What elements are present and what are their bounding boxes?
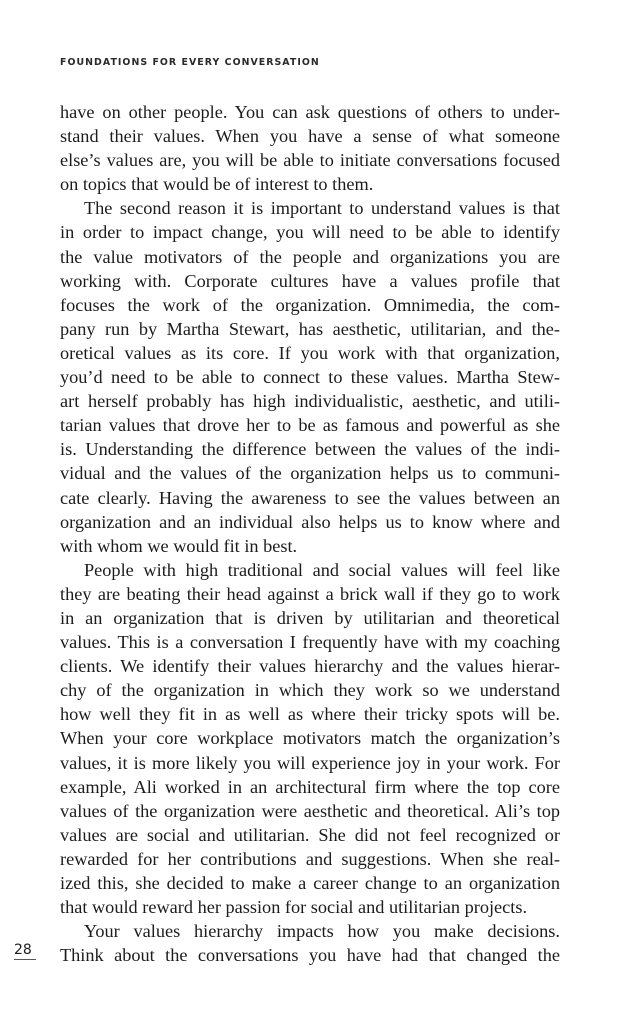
text-line: vidual and the values of the organization helps us to communi- xyxy=(60,463,560,484)
text-line: have on other people. You can ask questions of others to under- xyxy=(60,102,560,122)
text-line: pany run by Martha Stewart, has aesthetic, utilitarian, and the- xyxy=(60,318,560,339)
text-line: stand their values. When you have a sense of what someone xyxy=(60,126,560,147)
text-line: values of the organization were aesthetic and theoretical. Ali’s top xyxy=(60,800,560,821)
text-line: values, it is more likely you will experience joy in your work. For xyxy=(60,752,560,773)
text-line: When your core workplace motivators match the organization’s xyxy=(60,728,560,749)
text-line: chy of the organization in which they work so we understand xyxy=(60,680,560,701)
text-line: focuses the work of the organization. Omnimedia, the com- xyxy=(60,294,560,315)
text-line: values. This is a conversation I frequently have with my coaching xyxy=(60,632,560,653)
text-line: rewarded for her contributions and suggestions. When she real- xyxy=(60,848,560,869)
text-line: clients. We identify their values hierarchy and the values hierar- xyxy=(60,656,560,677)
text-line: with whom we would fit in best. xyxy=(60,535,298,556)
body-text xyxy=(60,100,560,967)
text-line: People with high traditional and social values will feel like xyxy=(84,559,560,580)
text-line: how well they fit in as well as where their tricky spots will be. xyxy=(60,704,560,725)
text-line: they are beating their head against a brick wall if they go to work xyxy=(60,583,560,604)
text-line: art herself probably has high individualistic, aesthetic, and utili- xyxy=(60,391,560,412)
text-line: organization and an individual also helps us to know where and xyxy=(60,511,560,532)
text-line: Think about the conversations you have had that changed the xyxy=(60,945,560,966)
text-line: working with. Corporate cultures have a values profile that xyxy=(60,270,560,291)
text-line: values are social and utilitarian. She did not feel recognized or xyxy=(60,824,560,845)
text-line: cate clearly. Having the awareness to see the values between an xyxy=(60,487,560,508)
text-line: The second reason it is important to understand values is that xyxy=(84,198,560,219)
text-line: in order to impact change, you will need to be able to identify xyxy=(60,222,560,243)
text-line: example, Ali worked in an architectural firm where the top core xyxy=(60,776,560,797)
text-line: oretical values as its core. If you work with that organization, xyxy=(60,342,560,363)
text-line: tarian values that drove her to be as famous and powerful as she xyxy=(60,415,560,436)
text-line: in an organization that is driven by utilitarian and theoretical xyxy=(60,607,560,628)
text-line: ized this, she decided to make a career change to an organization xyxy=(60,873,560,893)
text-line: you’d need to be able to connect to these values. Martha Stew- xyxy=(60,367,560,388)
text-line: that would reward her passion for social and utilitarian projects. xyxy=(60,897,528,918)
text-line: is. Understanding the difference between the values of the indi- xyxy=(60,439,560,460)
text-line: the value motivators of the people and organizations you are xyxy=(60,246,560,267)
running-head: FOUNDATIONS FOR EVERY CONVERSATION xyxy=(60,57,320,68)
text-line: Your values hierarchy impacts how you make decisions. xyxy=(84,921,560,942)
page-number: 28 xyxy=(14,941,36,960)
text-line: else’s values are, you will be able to initiate conversations focused xyxy=(60,150,560,171)
text-line: on topics that would be of interest to them. xyxy=(60,174,374,195)
